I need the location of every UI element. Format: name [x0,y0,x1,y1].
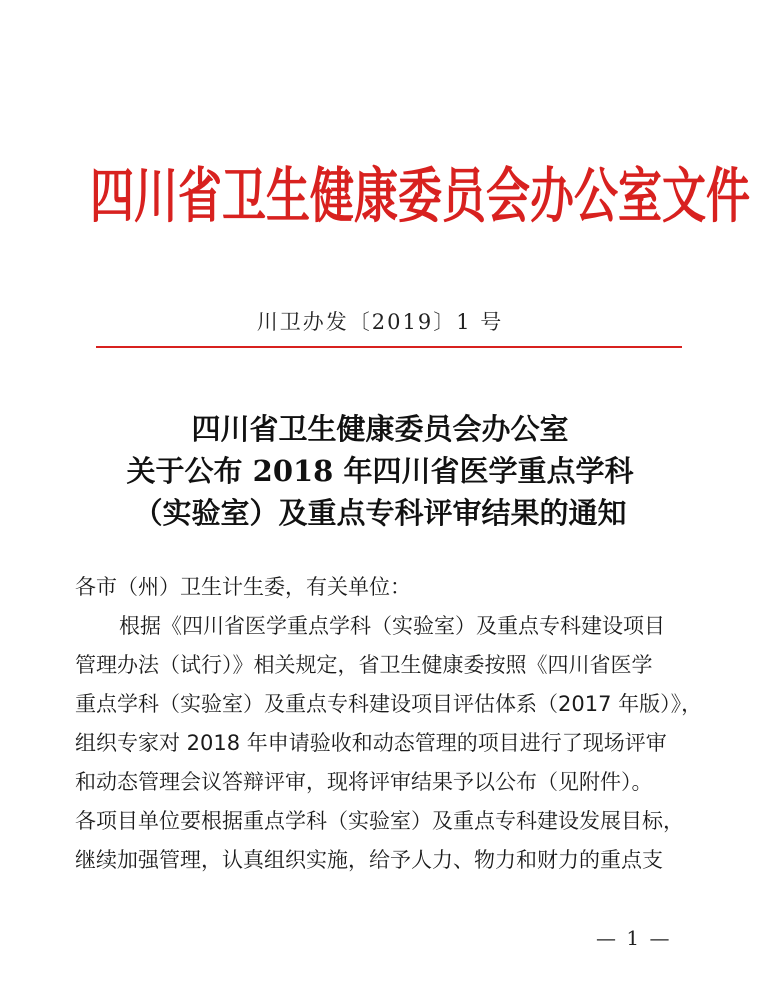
document-number: 川卫办发〔2019〕1 号 [256,310,504,334]
notice-title-line: 关于公布 2018 年四川省医学重点学科 [126,454,634,488]
notice-title-line: 四川省卫生健康委员会办公室 [191,412,569,446]
body-line: 各项目单位要根据重点学科（实验室）及重点专科建设发展目标， [75,809,684,833]
body-line: 管理办法（试行）》相关规定，省卫生健康委按照《四川省医学 [75,653,653,677]
body-line: 重点学科（实验室）及重点专科建设项目评估体系（2017 年版）》， [75,692,703,716]
notice-title-line: （实验室）及重点专科评审结果的通知 [133,496,627,530]
body-line: 继续加强管理，认真组织实施，给予人力、物力和财力的重点支 [75,848,663,872]
body-line: 根据《四川省医学重点学科（实验室）及重点专科建设项目 [119,614,665,638]
document-header-title: 四川省卫生健康委员会办公室文件 [90,162,750,232]
salutation: 各市（州）卫生计生委，有关单位： [75,575,411,599]
notice-title [80,408,680,534]
body-text [75,568,703,880]
body-line: 和动态管理会议答辩评审，现将评审结果予以公布（见附件）。 [75,770,653,794]
header-red-rule [96,346,682,348]
body-line: 组织专家对 2018 年申请验收和动态管理的项目进行了现场评审 [75,731,667,755]
page-number: — 1 — [596,926,672,950]
